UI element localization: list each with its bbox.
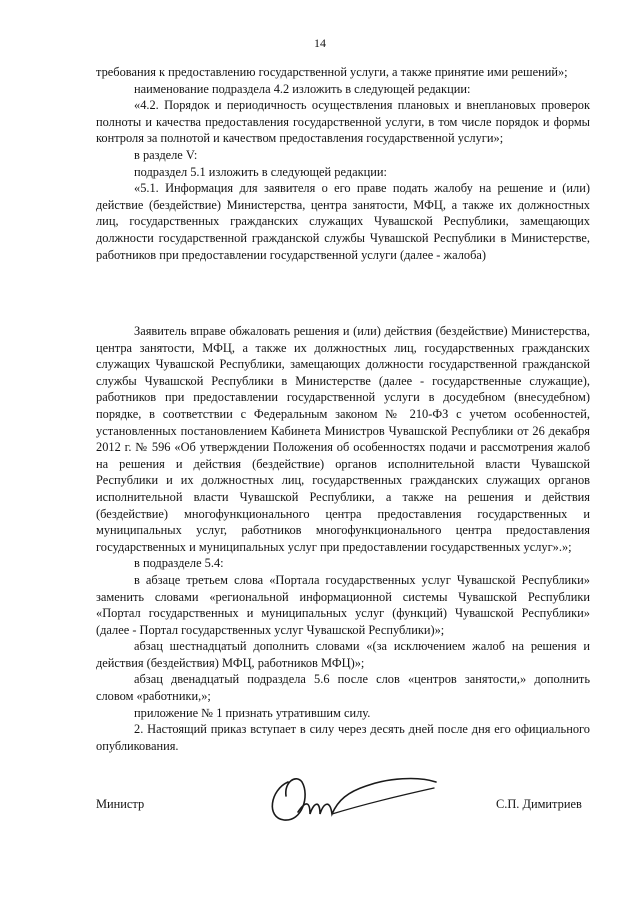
amendment-text-block: [96, 64, 590, 263]
signatory-name: С.П. Димитриев: [496, 797, 582, 811]
signatory-title: Министр: [96, 797, 145, 811]
paragraph: 2. Настоящий приказ вступает в силу через десять дней после дня его официального опубликования.: [96, 722, 590, 753]
paragraph: абзац шестнадцатый дополнить словами «(за исключением жалоб на решения и действия (бездействия) МФЦ, работников МФЦ)»;: [96, 639, 590, 670]
paragraph: в подразделе 5.4:: [134, 556, 224, 571]
paragraph: «5.1. Информация для заявителя о его праве подать жалобу на решение и (или) действие (бездействие) Министерства, центра занятости, МФЦ, а также их должностных лиц, государственных гражданских служащих Чувашской Республики, замещающих должности государственной гражданской службы Чувашской Республики в Министерстве, работников при предоставлении государственной услуги (далее - жалоба): [96, 181, 590, 262]
paragraph: Заявитель вправе обжаловать решения и (или) действия (бездействие) Министерства, центра занятости, МФЦ, а также их должностных лиц, государственных гражданских служащих Чувашской Республики, замещающих должности государственной гражданской службы Чувашской Республики в Министерстве (далее - государственные служащие), работников при предоставлении государственной услуги в досудебном (внесудебном) порядке, в соответствии с Федеральным законом № 210-ФЗ с учетом особенностей, установленных постановлением Кабинета Министров Чувашской Республики от 26 декабря 2012 г. № 596 «Об утверждении Положения об особенностях подачи и рассмотрения жалоб на решения и действия (бездействие) органов исполнительной власти Чувашской Республики и их должностных лиц, государственных гражданских служащих органов исполнительной власти Чувашской Республики, а также на решения и действия (бездействие) многофункционального центра предоставления государственных и муниципальных услуг, работников многофункционального центра предоставления государственных и муниципальных услуг при предоставлении государственных услуг».»;: [96, 324, 590, 554]
paragraph: приложение № 1 признать утратившим силу.: [134, 705, 371, 720]
paragraph: подраздел 5.1 изложить в следующей редакции:: [134, 164, 387, 179]
paragraph: абзац двенадцатый подраздела 5.6 после слов «центров занятости,» дополнить словом «работники,»;: [96, 672, 590, 704]
paragraph: наименование подраздела 4.2 изложить в следующей редакции:: [134, 81, 471, 96]
appeal-text-block: [96, 323, 590, 754]
paragraph: требования к предоставлению государственной услуги, а также принятие ими решений»;: [96, 65, 568, 79]
paragraph: в абзаце третьем слова «Портала государственных услуг Чувашской Республики» заменить словами «региональной информационной системы Чувашской Республики «Портал государственных и муниципальных услуг (функций) Чувашской Республики» (далее - Портал государственных услуг Чувашской Республики)»;: [96, 572, 590, 637]
handwritten-signature: [258, 760, 448, 840]
paragraph: в разделе V:: [134, 147, 198, 162]
paragraph: «4.2. Порядок и периодичность осуществления плановых и внеплановых проверок полноты и качества предоставления государственной услуги, в том числе порядок и формы контроля за полнотой и качеством предоставления государственной услуги»;: [96, 98, 590, 146]
page-number: 14: [314, 36, 326, 50]
